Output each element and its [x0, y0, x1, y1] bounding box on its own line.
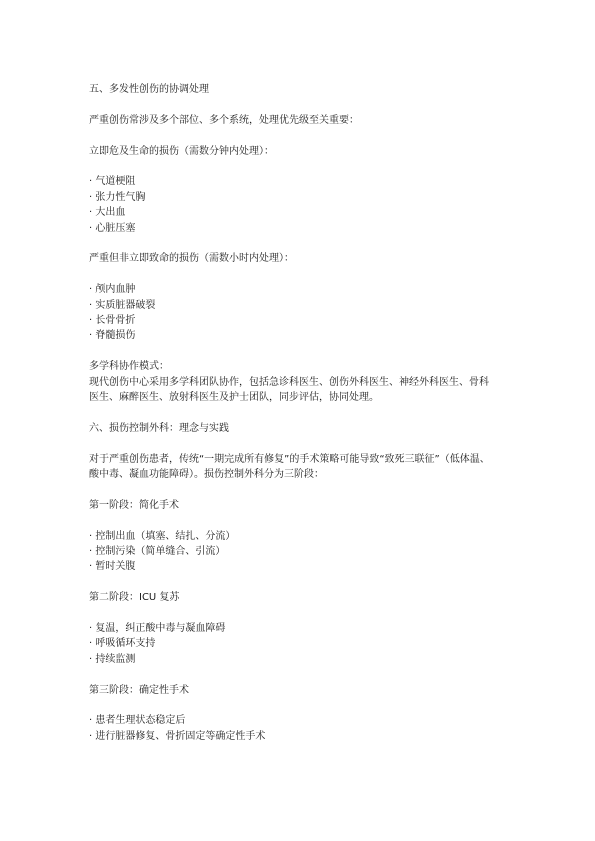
list-item: · 长骨骨折 — [89, 315, 136, 327]
mdt-body-line-2: 医生、麻醉医生、放射科医生及护士团队，同步评估，协同处理。 — [89, 392, 379, 404]
stage-1-title: 第一阶段：简化手术 — [89, 499, 179, 511]
section-5-heading: 五、多发性创伤的协调处理 — [89, 84, 209, 95]
list-item: · 控制出血（填塞、结扎、分流） — [89, 530, 236, 542]
section-6-heading: 六、损伤控制外科：理念与实践 — [89, 422, 229, 434]
list-item: · 控制污染（简单缝合、引流） — [89, 546, 226, 558]
list-item: · 患者生理状态稳定后 — [89, 715, 186, 727]
list-item: · 持续监测 — [89, 653, 136, 665]
list-item: · 心脏压塞 — [89, 222, 136, 234]
list-item: · 大出血 — [89, 207, 126, 219]
immediate-threats-list — [89, 174, 519, 236]
list-item: · 呼吸循环支持 — [89, 638, 156, 650]
mdt-title: 多学科协作模式： — [89, 361, 169, 373]
list-item: · 张力性气胸 — [89, 191, 146, 203]
stage-1-list — [89, 529, 519, 575]
list-item: · 实质脏器破裂 — [89, 299, 156, 311]
serious-injuries-list — [89, 282, 519, 344]
section-6-intro-line-2: 酸中毒、凝血功能障碍）。损伤控制外科分为三阶段： — [89, 469, 324, 481]
document-page — [89, 82, 519, 744]
stage-3-title: 第三阶段：确定性手术 — [89, 684, 189, 696]
mdt-body-line-1: 现代创伤中心采用多学科团队协作，包括急诊科医生、创伤外科医生、神经外科医生、骨科 — [89, 376, 489, 388]
section-5-intro: 严重创伤常涉及多个部位、多个系统，处理优先级至关重要： — [89, 114, 359, 126]
immediate-threats-title: 立即危及生命的损伤（需数分钟内处理）： — [89, 145, 274, 157]
stage-3-list — [89, 713, 519, 744]
serious-injuries-title: 严重但非立即致命的损伤（需数小时内处理）： — [89, 253, 294, 265]
list-item: · 进行脏器修复、骨折固定等确定性手术 — [89, 730, 266, 742]
list-item: · 气道梗阻 — [89, 176, 136, 188]
list-item: · 脊髓损伤 — [89, 330, 136, 342]
stage-2-title: 第二阶段：ICU 复苏 — [89, 592, 180, 604]
list-item: · 颅内血肿 — [89, 284, 136, 296]
list-item: · 复温，纠正酸中毒与凝血障碍 — [89, 623, 226, 635]
section-6-intro-line-1: 对于严重创伤患者，传统“一期完成所有修复”的手术策略可能导致“致死三联征”（低体温、 — [89, 453, 490, 465]
list-item: · 暂时关腹 — [89, 561, 136, 573]
stage-2-list — [89, 621, 519, 667]
